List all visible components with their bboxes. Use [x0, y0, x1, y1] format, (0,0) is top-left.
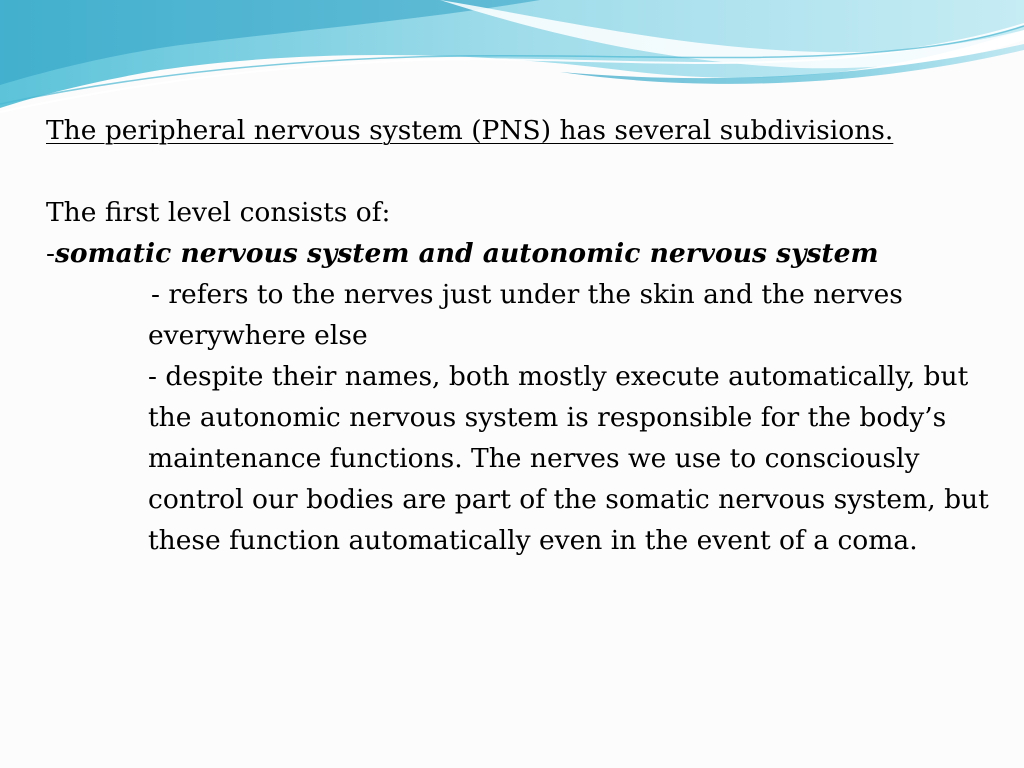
bullet-2: - despite their names, both mostly execute automatically, but the autonomic nervous system is responsible for the body’s maintenance functions. The nerves we use to consciously control our bodies are part of the somatic nervous system, but these function automatically even in the event of a coma. [148, 361, 989, 556]
topic-emphasis: somatic nervous system and autonomic nervous system [54, 238, 879, 269]
slide-heading [46, 110, 1006, 151]
topic-prefix: - [46, 238, 55, 269]
bullet-1: - refers to the nerves just under the skin and the nerves everywhere else [148, 279, 903, 351]
intro-line: The first level consists of: [46, 197, 391, 228]
topic-line [46, 233, 1006, 274]
wave-decoration [0, 0, 1024, 120]
heading-text: The peripheral nervous system (PNS) has several subdivisions. [46, 115, 894, 146]
